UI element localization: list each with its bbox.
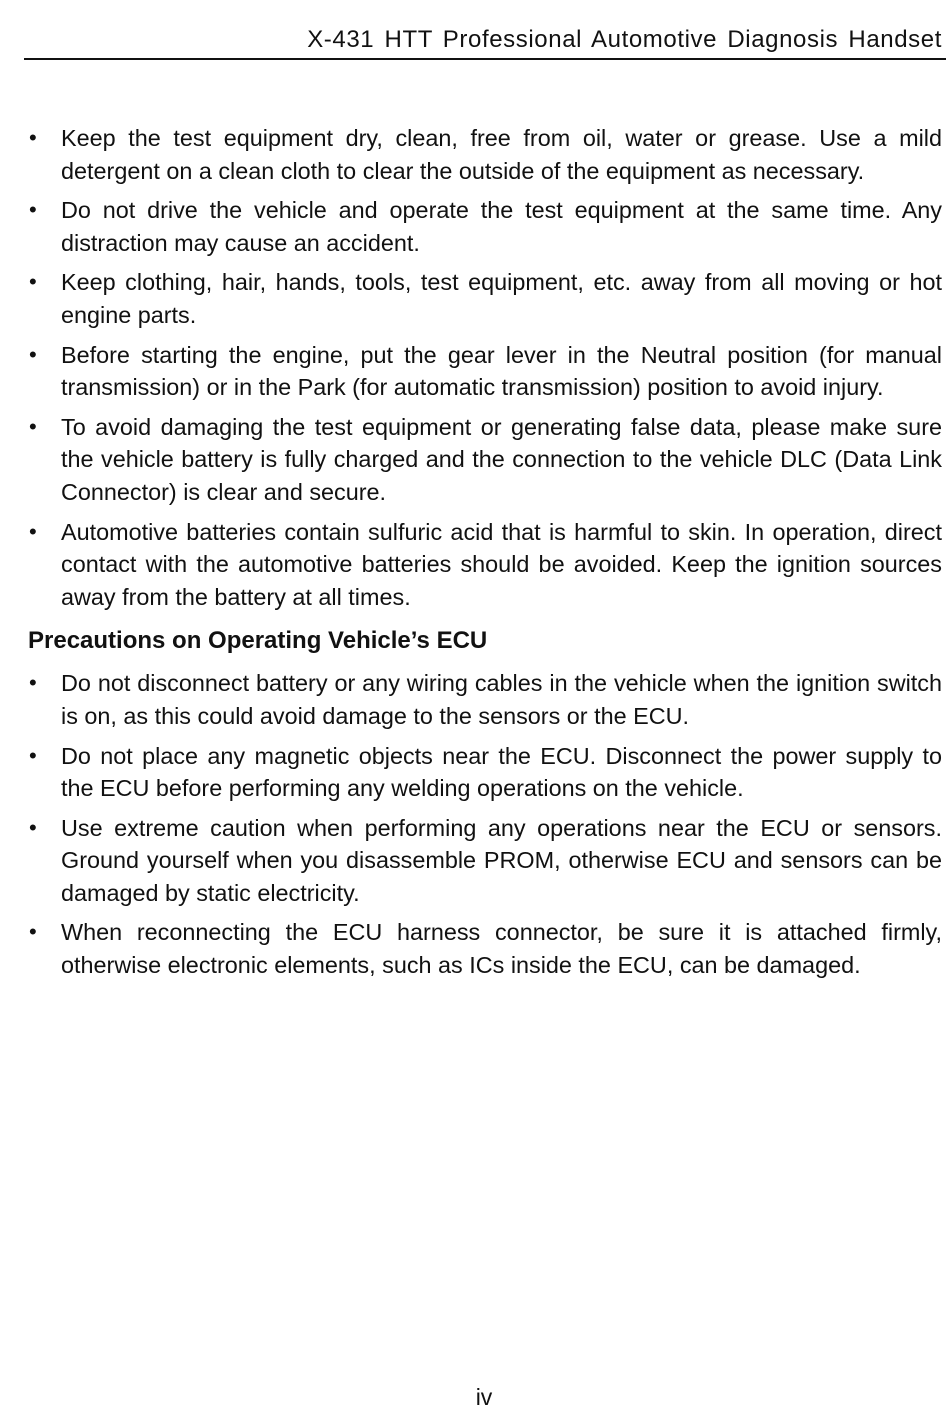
list-item bbox=[24, 740, 942, 805]
bullet-icon: • bbox=[29, 814, 37, 840]
list-item bbox=[24, 516, 942, 614]
page-number: iv bbox=[475, 1384, 493, 1410]
bullet-icon: • bbox=[29, 518, 37, 544]
list-item bbox=[24, 122, 942, 187]
list-item-text: To avoid damaging the test equipment or generating false data, please make sure the vehicle battery is fully charged and the connection to the vehicle DLC (Data Link Connector) is clear and secure. bbox=[61, 413, 942, 505]
header-divider bbox=[24, 58, 946, 60]
list-item-text: Keep clothing, hair, hands, tools, test equipment, etc. away from all moving or hot engine parts. bbox=[61, 269, 942, 328]
bullet-icon: • bbox=[29, 742, 37, 768]
page-content bbox=[24, 122, 942, 989]
ecu-precautions-list bbox=[24, 667, 942, 981]
bullet-icon: • bbox=[29, 413, 37, 439]
list-item-text: Before starting the engine, put the gear lever in the Neutral position (for manual transmission) or in the Park (for automatic transmission) position to avoid injury. bbox=[61, 341, 942, 401]
list-item-text: Use extreme caution when performing any operations near the ECU or sensors. Ground yourself when you disassemble PROM, otherwise ECU and sensors can be damaged by static electricity. bbox=[61, 814, 942, 906]
list-item-text: Automotive batteries contain sulfuric acid that is harmful to skin. In operation, direct contact with the automotive batteries should be avoided. Keep the ignition sources away from the battery at all times. bbox=[61, 518, 942, 610]
list-item-text: Do not place any magnetic objects near the ECU. Disconnect the power supply to the ECU before performing any welding operations on the vehicle. bbox=[61, 742, 942, 802]
bullet-icon: • bbox=[29, 125, 37, 150]
list-item-text: Do not disconnect battery or any wiring cables in the vehicle when the ignition switch is on, as this could avoid damage to the sensors or the ECU. bbox=[61, 670, 942, 729]
list-item bbox=[24, 916, 942, 981]
safety-precautions-list bbox=[24, 122, 942, 613]
list-item bbox=[24, 194, 942, 259]
list-item bbox=[24, 266, 942, 331]
bullet-icon: • bbox=[29, 919, 37, 945]
bullet-icon: • bbox=[29, 670, 37, 696]
list-item bbox=[24, 812, 942, 910]
bullet-icon: • bbox=[29, 197, 37, 223]
bullet-icon: • bbox=[29, 341, 37, 367]
bullet-icon: • bbox=[29, 269, 37, 295]
list-item bbox=[24, 411, 942, 509]
section-heading-ecu: Precautions on Operating Vehicle’s ECU bbox=[28, 627, 488, 655]
list-item-text: Do not drive the vehicle and operate the test equipment at the same time. Any distraction may cause an accident. bbox=[61, 197, 942, 256]
list-item bbox=[24, 339, 942, 404]
list-item bbox=[24, 667, 942, 732]
list-item-text: When reconnecting the ECU harness connector, be sure it is attached firmly, otherwise electronic elements, such as ICs inside the ECU, can be damaged. bbox=[61, 919, 942, 979]
list-item-text: Keep the test equipment dry, clean, free from oil, water or grease. Use a mild detergent on a clean cloth to clear the outside of the equipment as necessary. bbox=[61, 125, 942, 184]
running-header-title: X-431 HTT Professional Automotive Diagnosis Handset bbox=[307, 26, 942, 53]
